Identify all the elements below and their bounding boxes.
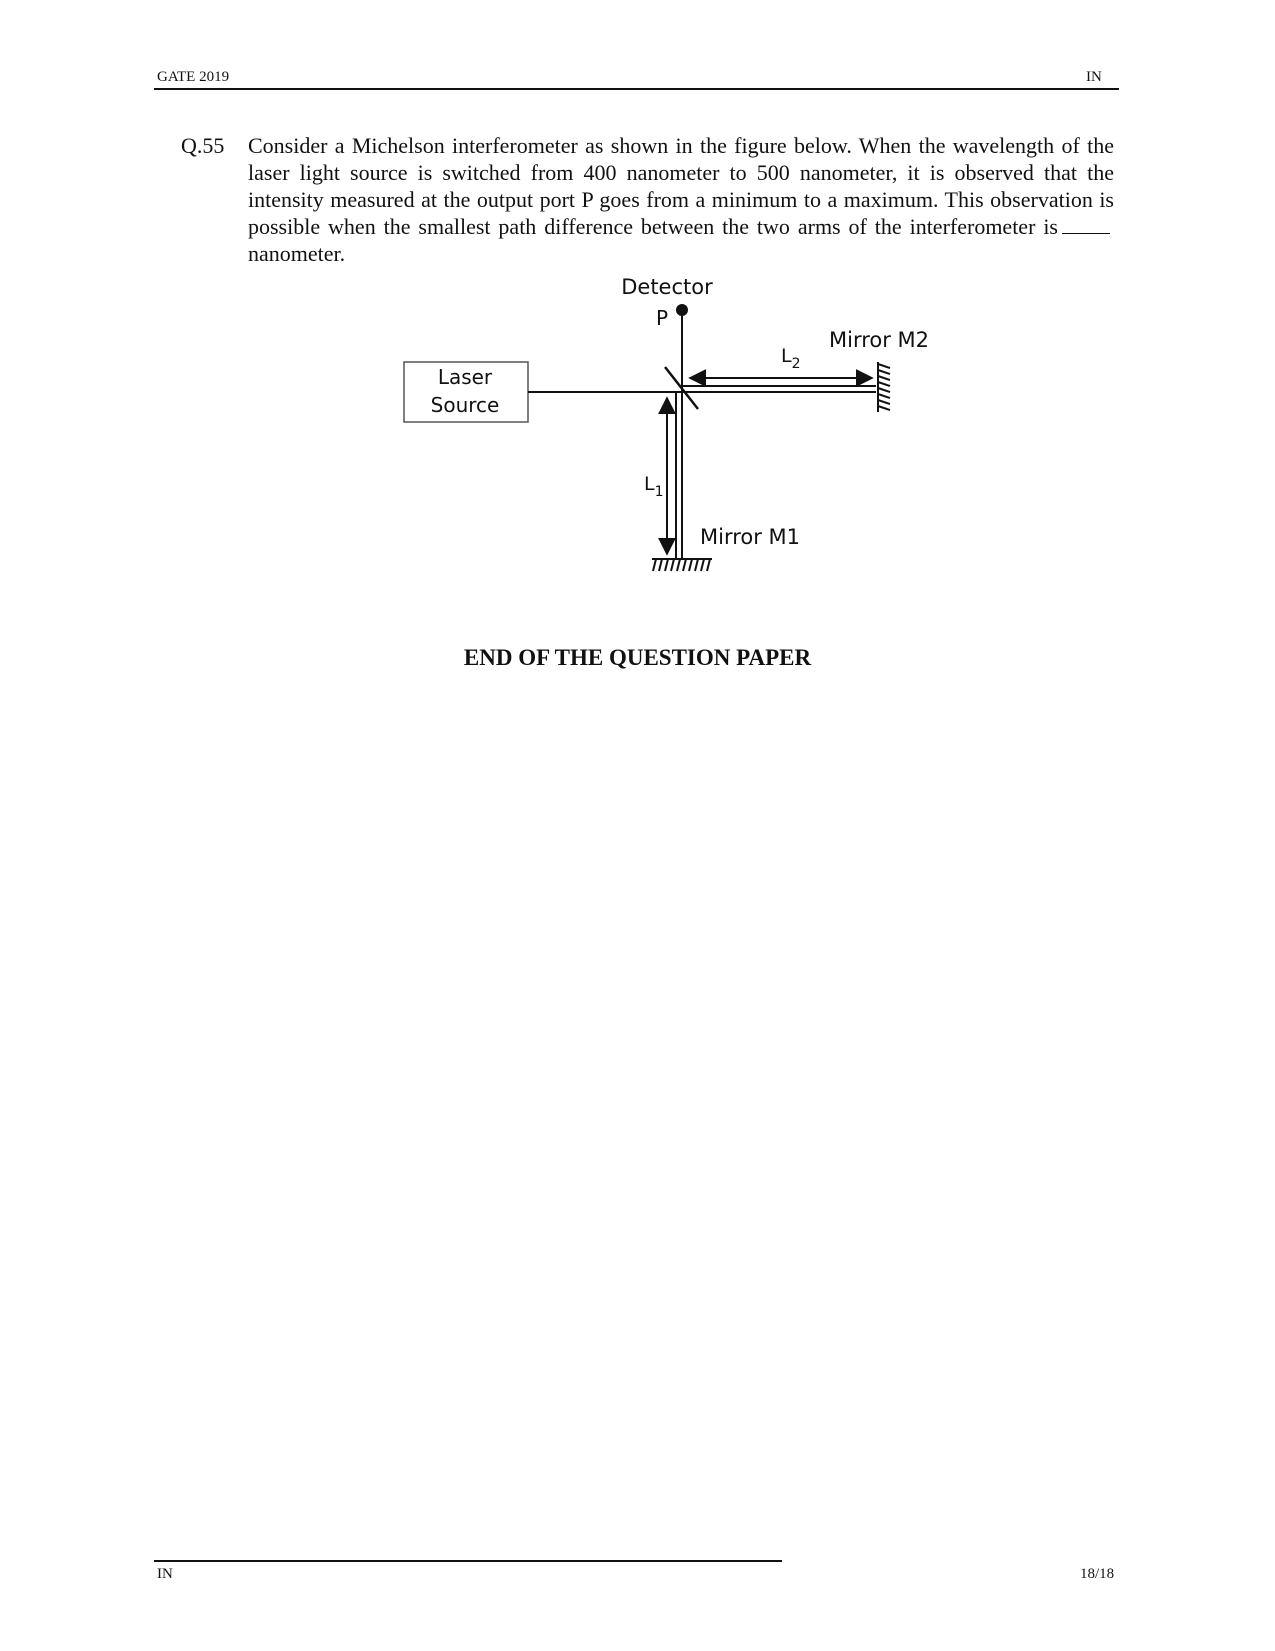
end-of-paper-title: END OF THE QUESTION PAPER [463,645,812,670]
header-paper-code: IN [1086,69,1102,85]
l1-label [644,473,664,500]
question-text-main: Consider a Michelson interferometer as shown in the figure below. When the wavelength of the laser light source is switched from 400 nanometer to 500 nanometer, it is observed that the intensity measured at the output port P goes from a minimum to a maximum. This observation is possible when the smallest path difference between the two arms of the interferometer is [248,133,1114,239]
footer-page-number: 18/18 [1080,1566,1115,1582]
mirror-m2 [878,362,890,412]
footer-rule [154,1560,782,1562]
header-exam-name: GATE 2019 [157,69,230,85]
footer-paper-code: IN [157,1566,173,1582]
l1-label-sub: 1 [654,484,664,500]
l2-label-sub: 2 [791,356,801,372]
michelson-interferometer-figure [0,0,1275,720]
laser-label-line2: Source [430,393,500,417]
mirror-m2-label: Mirror M2 [829,328,930,352]
question-text-tail: nanometer. [248,241,346,266]
mirror-m1-label: Mirror M1 [700,525,801,549]
mirror-m1 [652,559,712,571]
detector-point [676,304,688,316]
l2-label [781,345,801,372]
laser-label-line1: Laser [437,365,493,389]
l2-label-main: L [781,345,792,367]
l1-label-main: L [644,473,655,495]
detector-label: Detector [621,275,713,299]
port-p-label: P [655,306,669,330]
question-number: Q.55 [181,133,225,158]
